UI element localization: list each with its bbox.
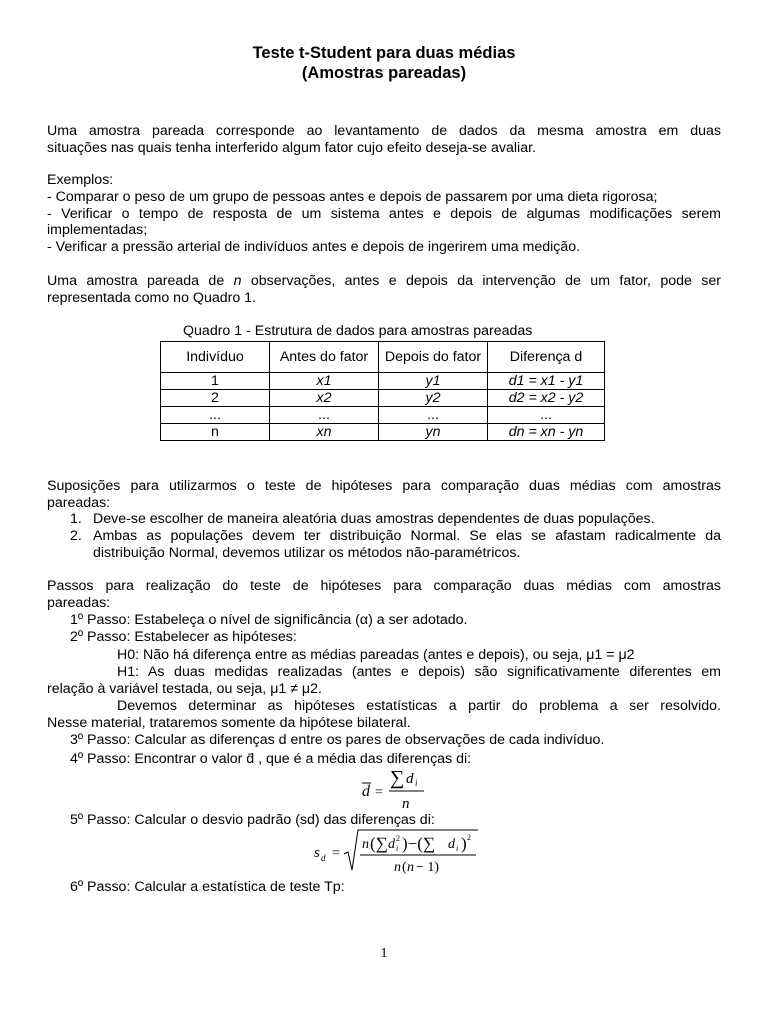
step-3: 3º Passo: Calcular as diferenças d entre os pares de observações de cada indivíduo. (70, 732, 605, 748)
step-2: 2º Passo: Estabelecer as hipóteses: (70, 629, 297, 645)
svg-text:d: d (448, 837, 455, 852)
example-item-2-line-1: - Verificar o tempo de resposta de um sistema antes e depois de algumas modificações serem (47, 206, 721, 222)
table-cell: d2 = x2 - y2 (488, 390, 605, 407)
step-1: 1º Passo: Estabeleça o nível de significância (α) a ser adotado. (70, 612, 468, 628)
table-row (161, 373, 605, 390)
table-cell: n (161, 424, 270, 441)
svg-text:− 1): − 1) (416, 860, 440, 874)
determine-line-2: Nesse material, trataremos somente da hipótese bilateral. (47, 715, 411, 731)
svg-text:d: d (388, 837, 395, 852)
table-header-cell: Indivíduo (161, 342, 270, 373)
table-row (161, 407, 605, 424)
hypothesis-h1-line-1: H1: As duas medidas realizadas (antes e depois) são significativamente diferentes em (117, 664, 721, 680)
table-cell: x1 (270, 373, 379, 390)
svg-text:)−(∑: )−(∑ (402, 834, 436, 853)
svg-text:s: s (314, 845, 320, 861)
svg-text:n: n (407, 860, 414, 874)
svg-text:i: i (396, 844, 399, 853)
table-cell: 1 (161, 373, 270, 390)
step-6: 6º Passo: Calcular a estatística de teste Tp: (70, 879, 345, 895)
svg-text:(: ( (402, 860, 407, 874)
table-cell: dn = xn - yn (488, 424, 605, 441)
table-cell: x2 (270, 390, 379, 407)
assumptions-line-2: pareadas: (47, 495, 111, 511)
svg-text:n: n (362, 837, 369, 852)
table-cell: ... (161, 407, 270, 424)
svg-text:=: = (332, 846, 340, 861)
assumption-item-2-line-2: distribuição Normal, devemos utilizar os métodos não-paramétricos. (93, 545, 521, 561)
table-cell: ... (270, 407, 379, 424)
paired-data-table (160, 341, 605, 441)
svg-text:d: d (321, 853, 326, 863)
intro-text-line-1: Uma amostra pareada corresponde ao levantamento de dados da mesma amostra em duas (47, 123, 721, 139)
svg-text:i: i (415, 778, 418, 788)
table-caption: Quadro 1 - Estrutura de dados para amostras pareadas (183, 323, 533, 339)
table-cell: ... (488, 407, 605, 424)
page-number: 1 (380, 946, 388, 961)
svg-text:i: i (456, 844, 459, 853)
table-cell: ... (379, 407, 488, 424)
intro-text-line-2: situações nas quais tenha interferido algum fator cujo efeito deseja-se avaliar. (47, 140, 536, 156)
assumptions-line-1: Suposições para utilizarmos o teste de hipóteses para comparação duas médias com amostras (47, 478, 721, 494)
paired-text-line-2: representada como no Quadro 1. (47, 290, 257, 306)
steps-intro-line-2: pareadas: (47, 595, 111, 611)
table-row (161, 424, 605, 441)
svg-text:2: 2 (467, 833, 471, 842)
svg-text:n: n (402, 796, 410, 812)
table-header-cell: Diferença d (488, 342, 605, 373)
example-item-2-line-2: implementadas; (47, 222, 148, 238)
document-title: Teste t-Student para duas médias (252, 44, 516, 62)
example-item-1: - Comparar o peso de um grupo de pessoas antes e depois de passarem por uma dieta rigorosa; (47, 189, 658, 205)
table-header-row (161, 342, 605, 373)
paired-text-line-1: Uma amostra pareada de n observações, antes e depois da intervenção de um fator, pode ser (47, 273, 721, 289)
table-header-cell: Antes do fator (270, 342, 379, 373)
table-cell: 2 (161, 390, 270, 407)
svg-text:d: d (362, 783, 370, 800)
step-4: 4º Passo: Encontrar o valor d̄ , que é a média das diferenças di: (70, 751, 472, 767)
determine-line-1: Devemos determinar as hipóteses estatísticas a partir do problema a ser resolvido. (117, 698, 721, 714)
step-5: 5º Passo: Calcular o desvio padrão (sd) das diferenças di: (70, 812, 435, 828)
steps-intro-line-1: Passos para realização do teste de hipóteses para comparação duas médias com amostras (47, 578, 721, 594)
table-cell: d1 = x1 - y1 (488, 373, 605, 390)
svg-text:): ) (461, 834, 467, 853)
examples-heading: Exemplos: (47, 172, 114, 188)
svg-text:∑: ∑ (390, 767, 405, 789)
svg-text:d: d (406, 771, 414, 787)
table-cell: y1 (379, 373, 488, 390)
hypothesis-h1-line-2: relação à variável testada, ou seja, μ1 ≠ μ2. (47, 681, 322, 697)
table-header-cell: Depois do fator (379, 342, 488, 373)
table-cell: yn (379, 424, 488, 441)
table-cell: xn (270, 424, 379, 441)
table-cell: y2 (379, 390, 488, 407)
document-subtitle: (Amostras pareadas) (301, 64, 467, 82)
svg-text:n: n (394, 860, 401, 874)
example-item-3: - Verificar a pressão arterial de indivíduos antes e depois de ingerirem uma medição. (47, 239, 581, 255)
hypothesis-h0: H0: Não há diferença entre as médias pareadas (antes e depois), ou seja, μ1 = μ2 (117, 647, 635, 663)
svg-text:2: 2 (396, 834, 400, 843)
svg-text:(∑: (∑ (370, 834, 388, 853)
svg-text:=: = (375, 785, 383, 800)
table-row (161, 390, 605, 407)
